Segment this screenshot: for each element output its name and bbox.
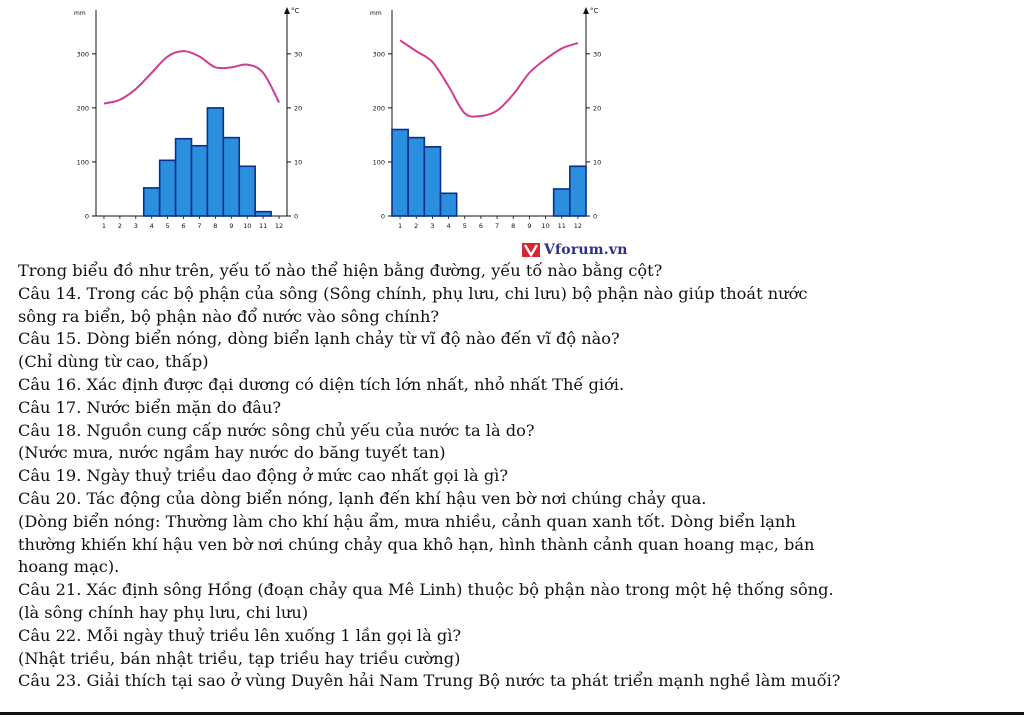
x-tick-label: 9: [229, 222, 234, 230]
x-tick-label: 2: [117, 222, 122, 230]
question-line: (Dòng biển nóng: Thường làm cho khí hậu ẩm, mưa nhiều, cảnh quan xanh tốt. Dòng biển lạnh: [18, 511, 796, 531]
rainfall-bar: [223, 138, 239, 216]
right-tick-label: 0: [294, 212, 299, 221]
question-line: Trong biểu đồ như trên, yếu tố nào thể hiện bằng đường, yếu tố nào bằng cột?: [18, 261, 663, 280]
rainfall-bar: [424, 147, 440, 216]
axis-arrow-icon: [583, 7, 589, 14]
left-tick-label: 0: [380, 212, 385, 221]
left-tick-label: 300: [372, 50, 385, 59]
question-line: hoang mạc).: [18, 557, 120, 577]
temperature-line: [104, 51, 279, 103]
x-tick-label: 2: [414, 222, 419, 230]
v-logo-icon: [522, 243, 540, 257]
left-axis-unit: mm: [370, 10, 382, 17]
rainfall-bar: [176, 139, 192, 216]
x-tick-label: 10: [243, 222, 252, 230]
question-line: Câu 19. Ngày thuỷ triều dao động ở mức cao nhất gọi là gì?: [18, 466, 509, 486]
x-tick-label: 4: [446, 222, 451, 230]
x-tick-label: 7: [197, 222, 202, 230]
watermark: [522, 242, 628, 258]
question-line: (Nhật triều, bán nhật triều, tạp triều hay triều cường): [18, 648, 461, 668]
question-list: [18, 260, 1008, 693]
x-tick-label: 6: [478, 222, 483, 230]
x-tick-label: 11: [557, 222, 566, 230]
question-line: (là sông chính hay phụ lưu, chi lưu): [18, 602, 309, 622]
x-tick-label: 7: [495, 222, 500, 230]
question-line: Câu 15. Dòng biển nóng, dòng biển lạnh chảy từ vĩ độ nào đến vĩ độ nào?: [18, 329, 620, 349]
question-line: Câu 14. Trong các bộ phận của sông (Sông chính, phụ lưu, chi lưu) bộ phận nào giúp thoát nước: [18, 283, 808, 303]
rainfall-bar: [144, 188, 160, 216]
climate-charts: [0, 0, 1024, 260]
x-tick-label: 12: [274, 222, 284, 230]
x-tick-label: 1: [398, 222, 403, 230]
rainfall-bar: [160, 160, 176, 216]
right-tick-label: 20: [593, 104, 602, 113]
x-tick-label: 3: [133, 222, 138, 230]
x-tick-label: 3: [430, 222, 435, 230]
axis-arrow-icon: [284, 7, 290, 14]
right-tick-label: 30: [593, 50, 602, 59]
right-axis-unit: °C: [291, 7, 300, 15]
x-tick-label: 12: [573, 222, 583, 230]
right-tick-label: 0: [593, 212, 598, 221]
right-tick-label: 30: [294, 50, 303, 59]
x-tick-label: 4: [149, 222, 154, 230]
climate-chart-left: [74, 7, 302, 230]
climate-chart-right: [370, 7, 601, 230]
x-tick-label: 10: [541, 222, 550, 230]
question-line: Câu 22. Mỗi ngày thuỷ triều lên xuống 1 lần gọi là gì?: [18, 625, 462, 645]
right-tick-label: 20: [294, 104, 303, 113]
rainfall-bar: [441, 193, 457, 216]
x-tick-label: 5: [165, 222, 170, 230]
rainfall-bar: [207, 108, 223, 216]
left-tick-label: 100: [372, 158, 385, 167]
question-line: (Chỉ dùng từ cao, thấp): [18, 352, 209, 372]
question-line: Câu 17. Nước biển mặn do đâu?: [18, 397, 282, 417]
x-tick-label: 9: [527, 222, 532, 230]
rainfall-bar: [554, 189, 570, 216]
x-tick-label: 8: [511, 222, 516, 230]
question-line: Câu 21. Xác định sông Hồng (đoạn chảy qua Mê Linh) thuộc bộ phận nào trong một hệ thống sông.: [18, 580, 834, 600]
right-tick-label: 10: [593, 158, 602, 167]
left-tick-label: 200: [372, 104, 385, 113]
temperature-line: [400, 40, 578, 116]
question-line: Câu 23. Giải thích tại sao ở vùng Duyên hải Nam Trung Bộ nước ta phát triển mạnh nghề làm muối?: [18, 671, 841, 691]
x-tick-label: 5: [462, 222, 467, 230]
left-axis-unit: mm: [74, 10, 86, 17]
rainfall-bar: [408, 138, 424, 216]
watermark-text: Vforum.vn: [544, 242, 628, 258]
question-line: sông ra biển, bộ phận nào đổ nước vào sông chính?: [18, 306, 440, 326]
rainfall-bar: [192, 146, 208, 216]
question-line: Câu 16. Xác định được đại dương có diện tích lớn nhất, nhỏ nhất Thế giới.: [18, 374, 625, 394]
right-tick-label: 10: [294, 158, 303, 167]
right-axis-unit: °C: [590, 7, 599, 15]
rainfall-bar: [239, 166, 255, 216]
question-line: (Nước mưa, nước ngầm hay nước do băng tuyết tan): [18, 443, 446, 463]
question-line: Câu 18. Nguồn cung cấp nước sông chủ yếu của nước ta là do?: [18, 420, 535, 440]
rainfall-bar: [392, 130, 408, 216]
left-tick-label: 200: [76, 104, 89, 113]
rainfall-bar: [570, 166, 586, 216]
question-line: Câu 20. Tác động của dòng biển nóng, lạnh đến khí hậu ven bờ nơi chúng chảy qua.: [18, 488, 707, 508]
left-tick-label: 0: [84, 212, 89, 221]
left-tick-label: 100: [76, 158, 89, 167]
question-line: thường khiến khí hậu ven bờ nơi chúng chảy qua khô hạn, hình thành cảnh quan hoang mạc, bán: [18, 534, 815, 554]
x-tick-label: 11: [258, 222, 268, 230]
x-tick-label: 1: [101, 222, 107, 230]
left-tick-label: 300: [76, 50, 89, 59]
x-tick-label: 6: [181, 222, 186, 230]
x-tick-label: 8: [213, 222, 218, 230]
bottom-border: [0, 712, 1024, 715]
rainfall-bar: [255, 212, 271, 216]
